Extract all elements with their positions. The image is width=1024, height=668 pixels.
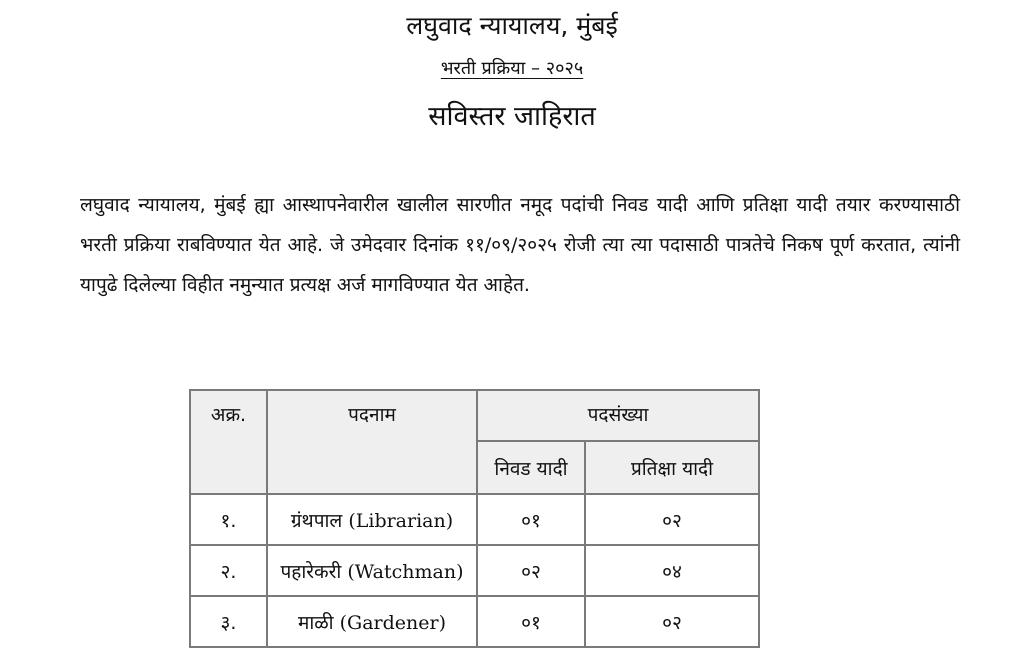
table-header-row — [190, 390, 759, 441]
intro-paragraph: लघुवाद न्यायालय, मुंबई ह्या आस्थापनेवारील खालील सारणीत नमूद पदांची निवड यादी आणि प्रतिक्षा यादी तयार करण्यासाठी भरती प्रक्रिया राबविण्यात येत आहे. जे उमेदवार दिनांक ११/०९/२०२५ रोजी त्या त्या पदासाठी पात्रतेचे निकष पूर्ण करतात, त्यांनी यापुढे दिलेल्या विहीत नमुन्यात प्रत्यक्ष अर्ज मागविण्यात येत आहेत. — [80, 194, 960, 296]
header-serial: अक्र. — [190, 390, 267, 494]
posts-table — [189, 389, 760, 648]
header-waiting-list: प्रतिक्षा यादी — [585, 441, 759, 494]
advertisement-heading: सविस्तर जाहिरात — [428, 101, 596, 132]
table-row — [190, 596, 759, 647]
cell-post: ग्रंथपाल (Librarian) — [267, 494, 477, 545]
cell-selection: ०२ — [477, 545, 585, 596]
cell-serial: ३. — [190, 596, 267, 647]
cell-post: माळी (Gardener) — [267, 596, 477, 647]
cell-post: पहारेकरी (Watchman) — [267, 545, 477, 596]
court-title: लघुवाद न्यायालय, मुंबई — [406, 11, 618, 40]
header-selection-list: निवड यादी — [477, 441, 585, 494]
cell-selection: ०१ — [477, 494, 585, 545]
cell-waiting: ०२ — [585, 494, 759, 545]
recruitment-subtitle — [0, 56, 1024, 80]
table-row — [190, 494, 759, 545]
header-post-count: पदसंख्या — [477, 390, 759, 441]
cell-waiting: ०४ — [585, 545, 759, 596]
table-row — [190, 545, 759, 596]
recruitment-subtitle-text: भरती प्रक्रिया – २०२५ — [440, 58, 584, 79]
header-post-name: पदनाम — [267, 390, 477, 494]
cell-serial: २. — [190, 545, 267, 596]
cell-serial: १. — [190, 494, 267, 545]
cell-selection: ०१ — [477, 596, 585, 647]
cell-waiting: ०२ — [585, 596, 759, 647]
